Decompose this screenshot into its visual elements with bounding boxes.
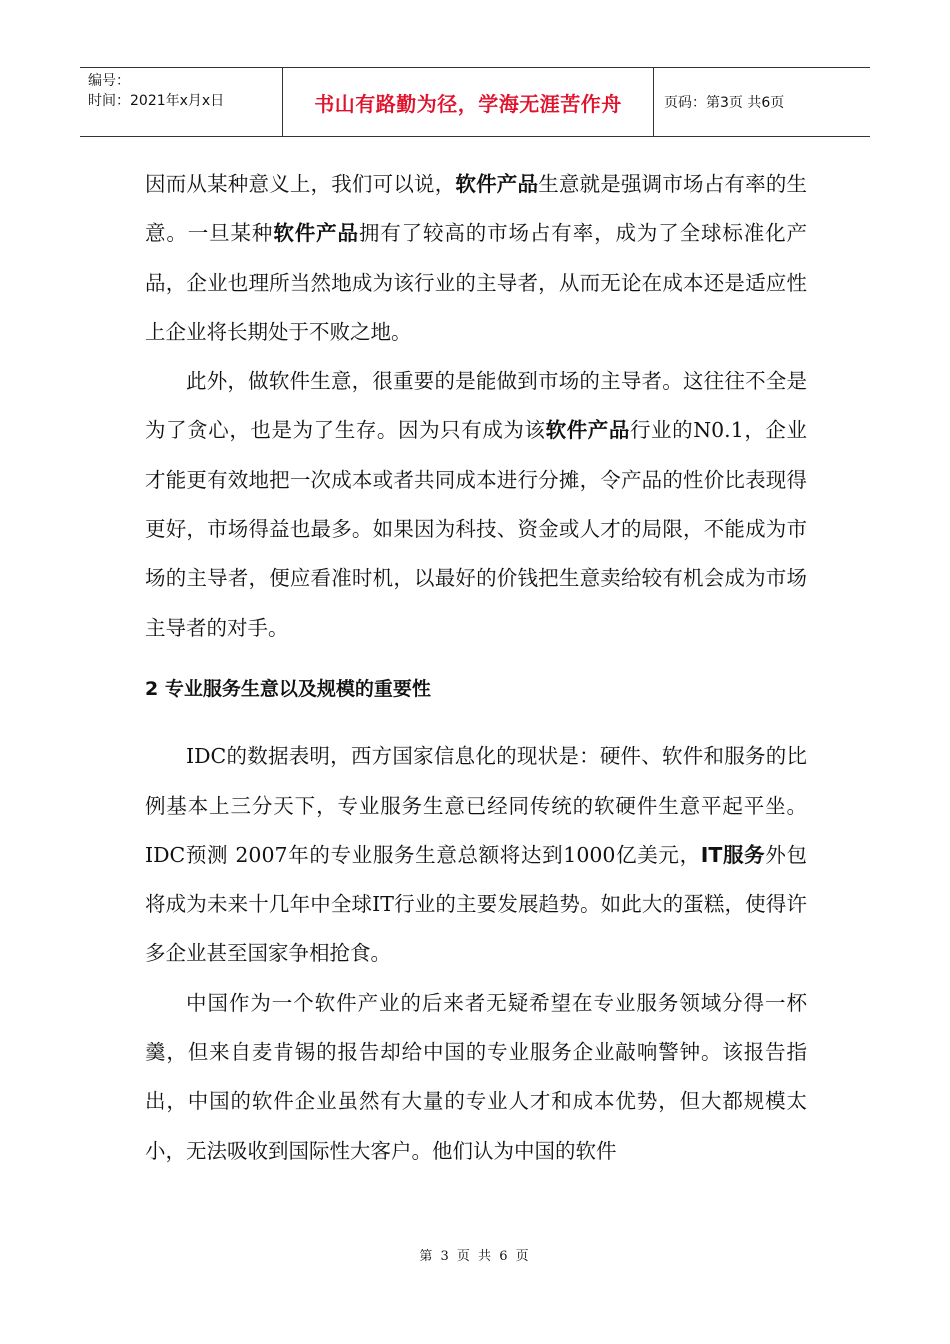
document-date-label: 时间：2021年x月x日 <box>88 93 225 109</box>
header-page-info: 页码：第3页 共6页 <box>664 95 785 111</box>
paragraph-2-bold-1: 软件产品 <box>545 418 630 443</box>
section-heading: 2 专业服务生意以及规模的重要性 <box>145 677 431 700</box>
paragraph-2-text-1: 此外，做软件生意，很重要的是能做到市场的主导者。这往往不全是为了贪心，也是为了生存。因为只有成为该 <box>145 369 807 443</box>
paragraph-3-text-2: 外包将成为未来十几年中全球IT行业的主要发展趋势。如此大的蛋糕，使得许多企业甚至国家争相抢食。 <box>145 842 808 966</box>
document-number-label: 编号： <box>88 73 130 89</box>
header-middle-cell <box>282 68 654 136</box>
spacer <box>145 653 807 665</box>
page-footer: 第 3 页 共 6 页 <box>419 1249 531 1264</box>
paragraph-4 <box>145 979 807 1176</box>
paragraph-2 <box>145 357 807 653</box>
paragraph-3-text-1: IDC的数据表明，西方国家信息化的现状是：硬件、软件和服务的比例基本上三分天下，专业服务生意已经同传统的软硬件生意平起平坐。IDC预测 2007年的专业服务生意总额将达到1000亿美元， <box>145 744 807 867</box>
paragraph-4-text-1: 中国作为一个软件产业的后来者无疑希望在专业服务领域分得一杯羹，但来自麦肯锡的报告却给中国的专业服务企业敲响警钟。该报告指出，中国的软件企业虽然有大量的专业人才和成本优势，但大都规模太小，无法吸收到国际性大客户。他们认为中国的软件 <box>145 990 807 1163</box>
paragraph-1-bold-1: 软件产品 <box>455 172 539 196</box>
document-body <box>145 160 807 1176</box>
paragraph-3 <box>145 732 807 978</box>
paragraph-1-bold-2: 软件产品 <box>273 221 359 246</box>
paragraph-3-bold-1: IT服务 <box>700 842 766 867</box>
paragraph-2-text-2: 行业的N0.1，企业才能更有效地把一次成本或者共同成本进行分摊，令产品的性价比表现得更好，市场得益也最多。如果因为科技、资金或人才的局限，不能成为市场的主导者，便应看准时机，以最好的价钱把生意卖给较有机会成为市场主导者的对手。 <box>145 418 807 640</box>
paragraph-1-text-2: 生意就是强调市场占有率的生意。一旦某种 <box>145 172 808 246</box>
header-left-cell <box>80 68 282 136</box>
paragraph-1 <box>145 160 807 357</box>
paragraph-1-text-3: 拥有了较高的市场占有率，成为了全球标准化产品，企业也理所当然地成为该行业的主导者，从而无论在成本还是适应性上企业将长期处于不败之地。 <box>145 221 808 344</box>
header-right-cell <box>654 68 870 136</box>
page-header <box>80 67 870 137</box>
header-motto: 书山有路勤为径，学海无涯苦作舟 <box>314 91 622 116</box>
paragraph-1-text-1: 因而从某种意义上，我们可以说， <box>145 172 456 196</box>
spacer <box>145 714 807 732</box>
